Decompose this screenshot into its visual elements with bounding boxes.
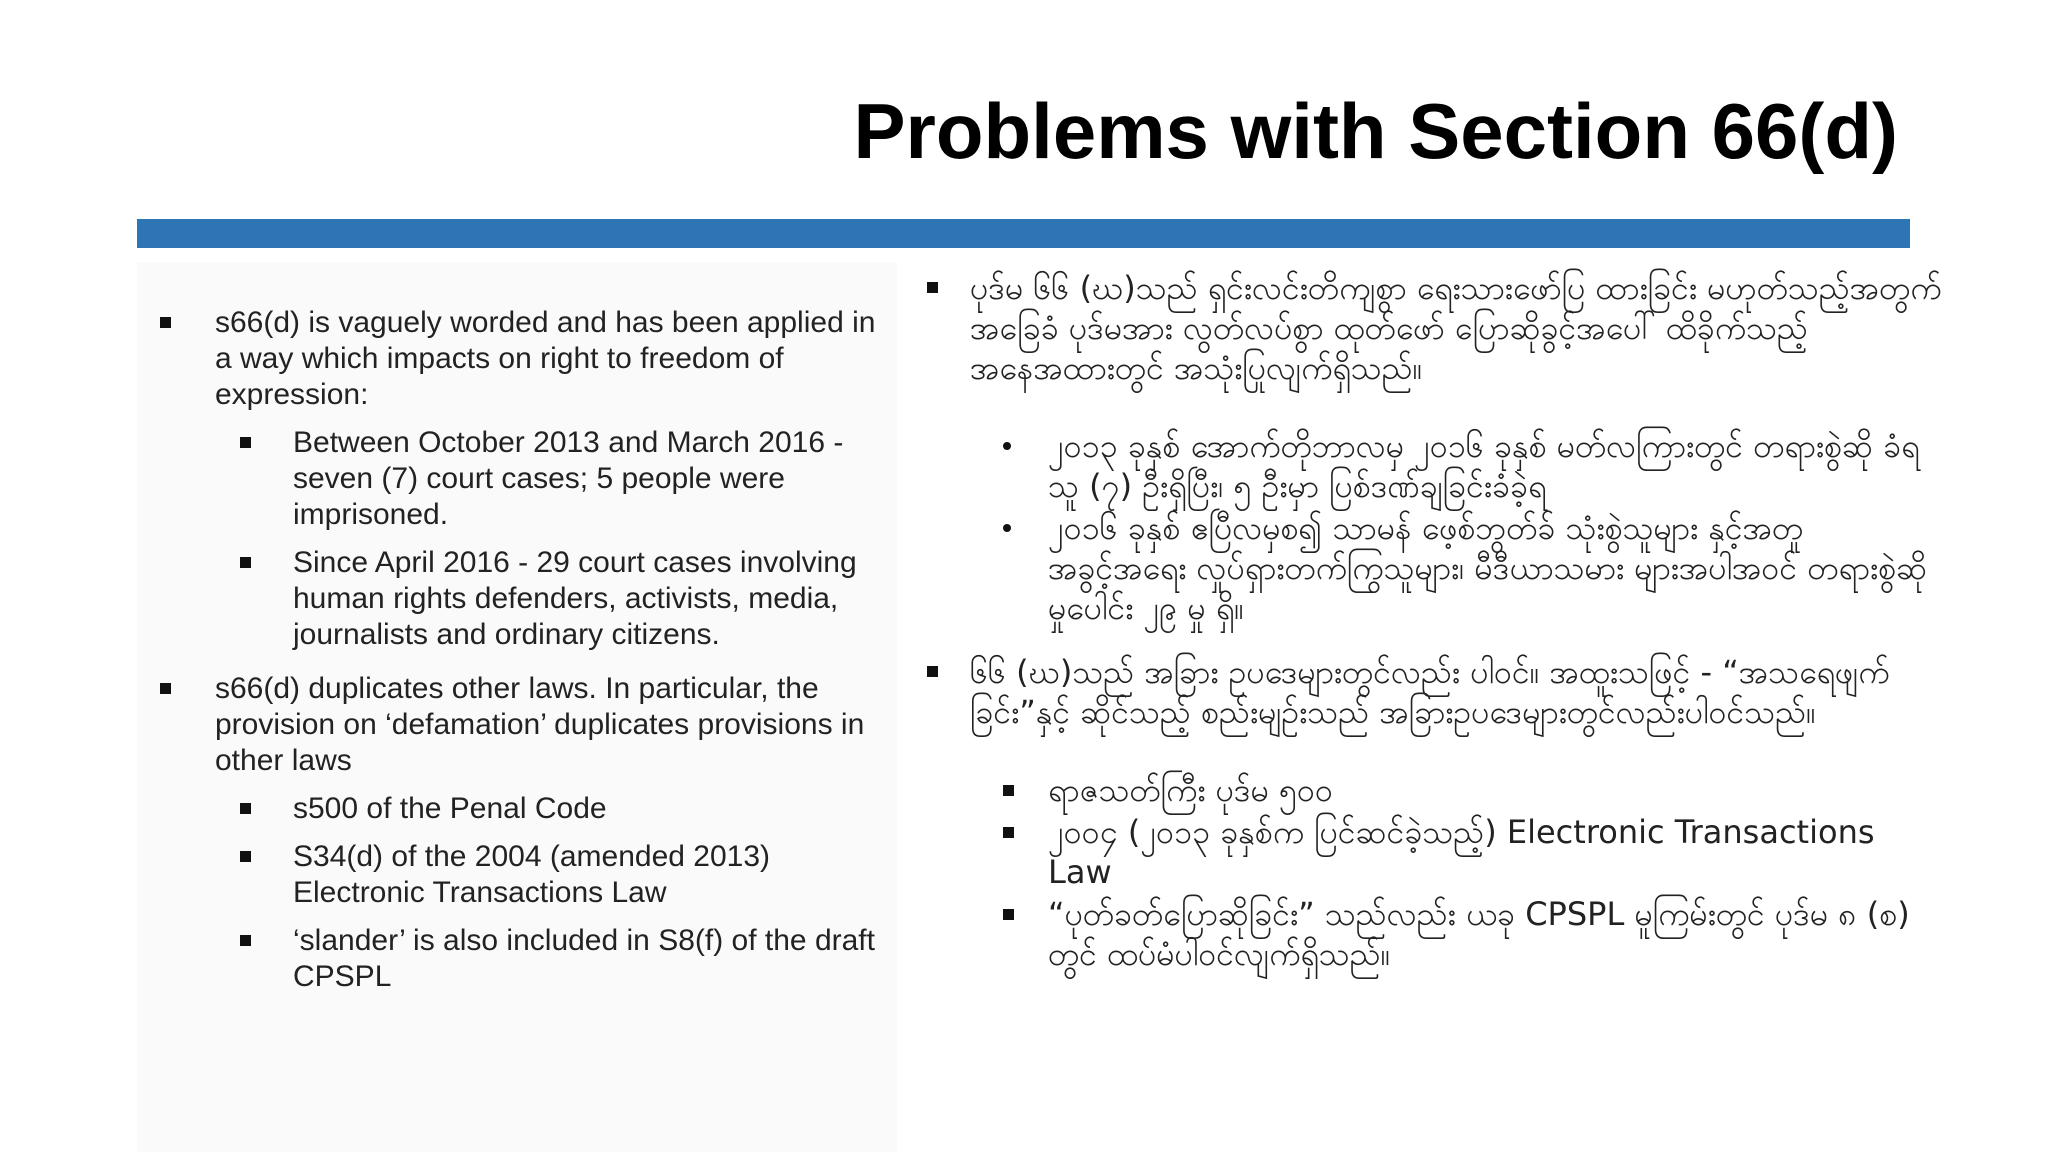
square-bullet-icon	[1003, 785, 1014, 796]
subbullet-text: “ပုတ်ခတ်ပြောဆိုခြင်း” သည်လည်း ယခု CPSPL မူကြမ်းတွင် ပုဒ်မ ၈ (စ) တွင် ထပ်မံပါဝင်လျက်ရှိသည်။	[1048, 895, 1910, 973]
english-subbullet	[160, 923, 880, 995]
subbullet-text: Since April 2016 - 29 court cases involving human rights defenders, activists, media, journalists and ordinary citizens.	[293, 546, 857, 651]
english-bullet-duplicates	[160, 671, 880, 779]
square-bullet-icon	[927, 282, 938, 293]
square-bullet-icon	[1003, 909, 1014, 920]
subbullet-text: ၂၀၀၄ (၂၀၁၃ ခုနှစ်က ပြင်ဆင်ခဲ့သည့်) Electronic Transactions Law	[1048, 813, 1875, 891]
english-subbullet	[160, 545, 880, 653]
subbullet-text: ရာဇသတ်ကြီး ပုဒ်မ ၅၀၀	[1048, 771, 1334, 809]
square-bullet-icon	[1003, 827, 1014, 838]
dot-bullet-icon	[1003, 442, 1011, 450]
bullet-text: ပုဒ်မ ၆၆ (ဃ)သည် ရှင်းလင်းတိကျစွာ ရေးသားဖော်ပြ ထားခြင်း မဟုတ်သည့်အတွက် အခြေခံ ပုဒ်မအား လွတ်လပ်စွာ ထုတ်ဖော် ပြောဆိုခွင့်အပေါ် ထိခိုက်သည့် အနေအထားတွင် အသုံးပြုလျက်ရှိသည်။	[970, 269, 1942, 387]
english-bullet-vague-wording	[160, 305, 880, 413]
square-bullet-icon	[927, 666, 938, 677]
burmese-subbullet	[915, 812, 1945, 892]
burmese-bullet-duplicates	[915, 652, 1945, 732]
burmese-subbullet	[915, 426, 1945, 506]
bullet-text: s66(d) duplicates other laws. In particular, the provision on ‘defamation’ duplicates provisions in other laws	[215, 672, 865, 777]
subbullet-text: Between October 2013 and March 2016 - seven (7) court cases; 5 people were imprisoned.	[293, 426, 844, 531]
burmese-bullet-list	[915, 268, 1945, 974]
title-accent-bar	[137, 219, 1910, 248]
square-bullet-icon	[160, 317, 171, 328]
slide-title: Problems with Section 66(d)	[853, 87, 1898, 175]
english-subbullet	[160, 425, 880, 533]
subbullet-text: ၂၀၁၆ ခုနှစ် ဧပြီလမှစ၍ သာမန် ဖေ့စ်ဘွတ်ခ် သုံးစွဲသူများ နှင့်အတူ အခွင့်အရေး လှုပ်ရှားတက်ကြွသူများ၊ မီဒီယာသမား များအပါအဝင် တရားစွဲဆိုမှုပေါင်း ၂၉ မှု ရှိ။	[1048, 509, 1928, 627]
subbullet-text: s500 of the Penal Code	[293, 792, 607, 825]
burmese-subbullet	[915, 508, 1945, 628]
square-bullet-icon	[240, 803, 251, 814]
square-bullet-icon	[240, 935, 251, 946]
subbullet-text: ၂၀၁၃ ခုနှစ် အောက်တိုဘာလမှ ၂၀၁၆ ခုနှစ် မတ်လကြားတွင် တရားစွဲဆို ခံရသူ (၇) ဦးရှိပြီး၊ ၅ ဦးမှာ ပြစ်ဒဏ်ချခြင်းခံခဲ့ရ	[1048, 427, 1920, 505]
english-subbullet	[160, 839, 880, 911]
dot-bullet-icon	[1003, 524, 1011, 532]
spacer	[915, 630, 1945, 652]
subbullet-text: S34(d) of the 2004 (amended 2013) Electronic Transactions Law	[293, 840, 770, 909]
subbullet-text: ‘slander’ is also included in S8(f) of the draft CPSPL	[293, 924, 875, 993]
english-bullet-list	[160, 305, 880, 995]
burmese-bullet-vague-wording	[915, 268, 1945, 388]
square-bullet-icon	[160, 683, 171, 694]
english-subbullet	[160, 791, 880, 827]
bullet-text: s66(d) is vaguely worded and has been applied in a way which impacts on right to freedom of expression:	[215, 306, 876, 411]
square-bullet-icon	[240, 851, 251, 862]
burmese-subbullet	[915, 894, 1945, 974]
english-column	[160, 305, 880, 1007]
square-bullet-icon	[240, 557, 251, 568]
burmese-subbullet	[915, 770, 1945, 810]
burmese-column	[915, 268, 1945, 976]
square-bullet-icon	[240, 437, 251, 448]
bullet-text: ၆၆ (ဃ)သည် အခြား ဥပဒေများတွင်လည်း ပါဝင်။ အထူးသဖြင့် - “အသရေဖျက်ခြင်း”နှင့် ဆိုင်သည့် စည်းမျဉ်းသည် အခြားဥပဒေများတွင်လည်းပါဝင်သည်။	[970, 653, 1890, 731]
